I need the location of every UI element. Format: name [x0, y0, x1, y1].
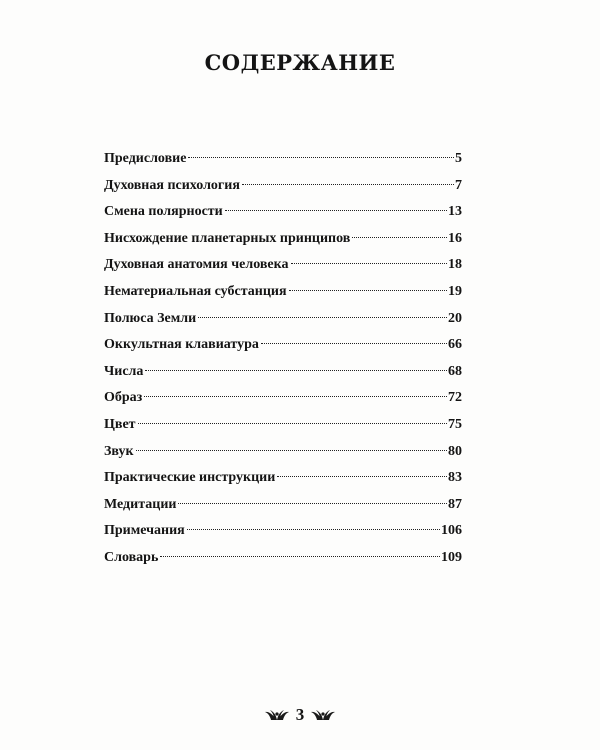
- toc-entry[interactable]: [104, 444, 462, 471]
- dot-leader: [291, 263, 447, 264]
- toc-entry-page-number: 83: [448, 470, 462, 486]
- toc-entry-page-number: 5: [455, 151, 462, 166]
- dot-leader: [145, 370, 447, 371]
- dot-leader: [352, 237, 447, 238]
- toc-entry-title: Образ: [104, 390, 143, 406]
- toc-entry-page-number: 7: [455, 177, 462, 193]
- toc-entry-page-number: 16: [448, 230, 462, 246]
- toc-entry-page-number: 68: [448, 363, 462, 379]
- toc-entry-title: Числа: [104, 363, 144, 379]
- toc-entry-page-number: 87: [448, 496, 462, 512]
- toc-entry-title: Предисловие: [104, 151, 187, 166]
- toc-entry[interactable]: [104, 523, 462, 550]
- toc-entry-page-number: 72: [448, 390, 462, 406]
- toc-entry-page-number: 13: [448, 204, 462, 220]
- table-of-contents: [104, 151, 462, 577]
- toc-entry[interactable]: [104, 364, 462, 391]
- dot-leader: [242, 184, 454, 185]
- toc-entry-title: Смена полярности: [104, 204, 223, 220]
- toc-entry-page-number: 106: [441, 523, 462, 539]
- page-number: 3: [295, 705, 305, 724]
- toc-entry-page-number: 66: [448, 337, 462, 353]
- toc-entry[interactable]: [104, 178, 462, 205]
- left-ornament-icon: [264, 709, 290, 721]
- toc-entry-title: Нематериальная субстанция: [104, 283, 287, 299]
- toc-entry[interactable]: [104, 311, 462, 338]
- dot-leader: [138, 423, 447, 424]
- dot-leader: [144, 396, 447, 397]
- dot-leader: [225, 210, 447, 211]
- toc-entry[interactable]: [104, 231, 462, 258]
- toc-entry-title: Полюса Земли: [104, 310, 197, 326]
- toc-entry-page-number: 20: [448, 310, 462, 326]
- dot-leader: [188, 157, 454, 158]
- toc-entry-title: Оккультная клавиатура: [104, 337, 259, 353]
- toc-entry[interactable]: [104, 497, 462, 524]
- toc-entry-title: Цвет: [104, 416, 136, 432]
- toc-entry[interactable]: [104, 390, 462, 417]
- toc-entry-title: Словарь: [104, 549, 159, 565]
- page-title: СОДЕРЖАНИЕ: [204, 50, 396, 75]
- toc-entry-title: Практические инструкции: [104, 470, 276, 486]
- dot-leader: [160, 556, 440, 557]
- toc-entry-page-number: 80: [448, 443, 462, 459]
- toc-entry[interactable]: [104, 337, 462, 364]
- toc-entry-title: Медитации: [104, 496, 177, 512]
- dot-leader: [178, 503, 447, 504]
- dot-leader: [277, 476, 447, 477]
- toc-entry-title: Духовная анатомия человека: [104, 257, 289, 273]
- toc-entry-title: Духовная психология: [104, 177, 240, 193]
- page-footer: [0, 706, 600, 723]
- dot-leader: [187, 529, 440, 530]
- toc-entry[interactable]: [104, 257, 462, 284]
- toc-entry[interactable]: [104, 284, 462, 311]
- dot-leader: [136, 450, 447, 451]
- dot-leader: [261, 343, 447, 344]
- toc-entry-title: Нисхождение планетарных принципов: [104, 230, 351, 246]
- toc-entry[interactable]: [104, 151, 462, 178]
- toc-entry[interactable]: [104, 470, 462, 497]
- toc-entry[interactable]: [104, 417, 462, 444]
- toc-entry-page-number: 18: [448, 257, 462, 273]
- dot-leader: [289, 290, 447, 291]
- toc-entry[interactable]: [104, 550, 462, 577]
- toc-entry-page-number: 75: [448, 416, 462, 432]
- toc-entry-page-number: 19: [448, 283, 462, 299]
- dot-leader: [198, 317, 447, 318]
- toc-entry-page-number: 109: [441, 549, 462, 565]
- toc-entry[interactable]: [104, 204, 462, 231]
- toc-entry-title: Звук: [104, 443, 134, 459]
- right-ornament-icon: [310, 709, 336, 721]
- toc-entry-title: Примечания: [104, 523, 185, 539]
